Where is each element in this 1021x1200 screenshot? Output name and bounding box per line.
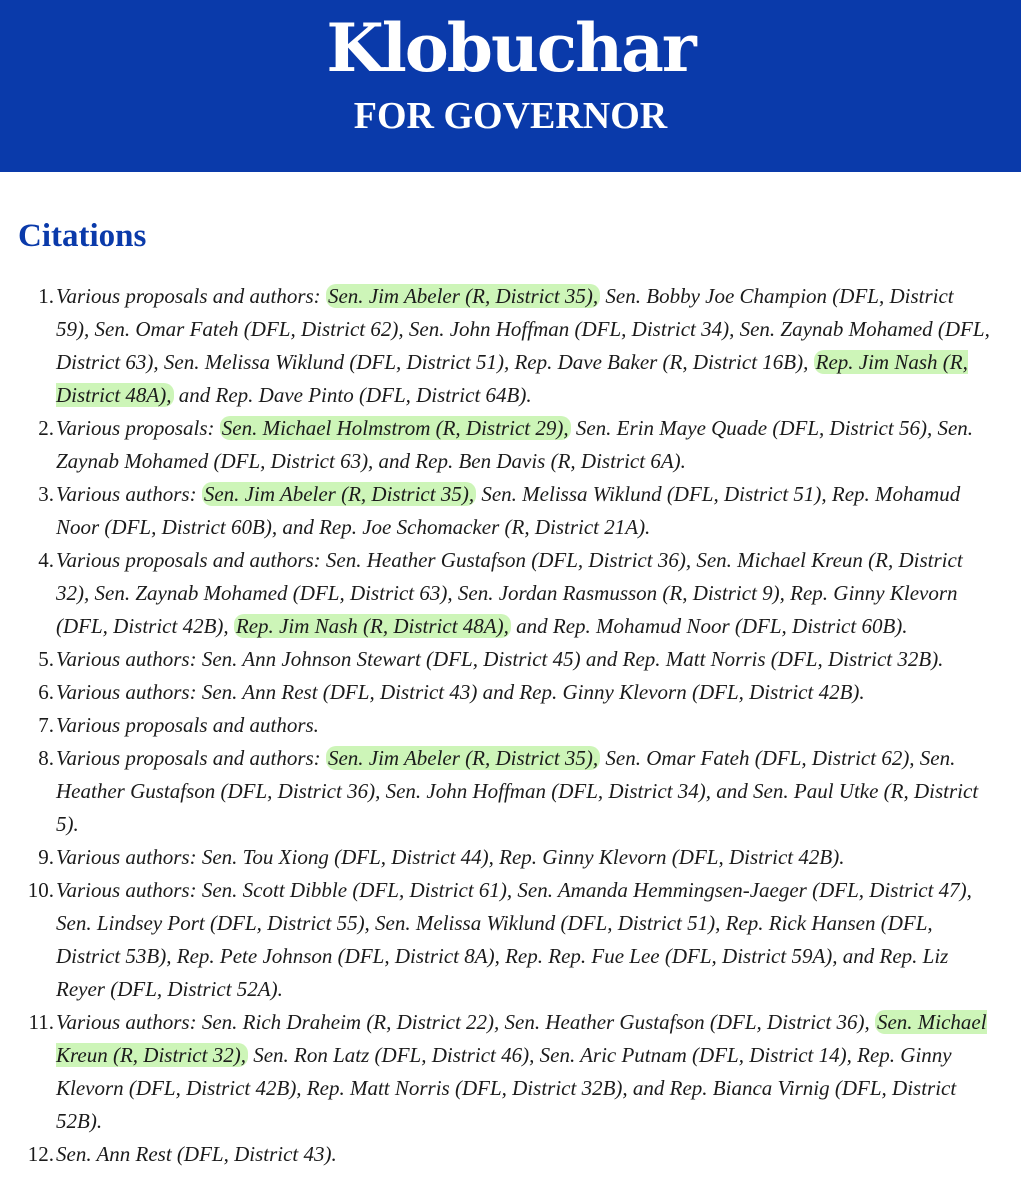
citations-list <box>0 280 1000 1171</box>
citation-item <box>0 280 1000 412</box>
citation-text: Sen. Bobby Joe Champion (DFL, District 59), Sen. Omar Fateh (DFL, District 62), Sen. John Hoffman (DFL, District 34), Sen. Zaynab Mohamed (DFL, District 63), Sen. Melissa Wiklund (DFL, District 51), Rep. Dave Baker (R, District 16B), <box>56 284 990 374</box>
citation-text: Sen. Melissa Wiklund (DFL, District 51), Rep. Mohamud Noor (DFL, District 60B), and Rep. Joe Schomacker (R, District 21A). <box>56 482 961 539</box>
citation-item <box>0 676 1000 709</box>
citation-text: Various proposals and authors: <box>56 746 326 770</box>
highlighted-author: Sen. Michael Holmstrom (R, District 29), <box>221 416 569 440</box>
citation-text: Various authors: Sen. Scott Dibble (DFL, District 61), Sen. Amanda Hemmingsen-Jaeger (DFL, District 47), Sen. Lindsey Port (DFL, District 55), Sen. Melissa Wiklund (DFL, District 51), Rep. Rick Hansen (DFL, District 53B), Rep. Pete Johnson (DFL, District 8A), Rep. Rep. Fue Lee (DFL, District 59A), and Rep. Liz Reyer (DFL, District 52A). <box>56 878 972 1001</box>
citation-item <box>0 478 1000 544</box>
tagline: FOR GOVERNOR <box>353 95 668 137</box>
citation-text: and Rep. Mohamud Noor (DFL, District 60B). <box>510 614 908 638</box>
highlighted-author: Rep. Jim Nash (R, District 48A), <box>56 350 968 407</box>
citation-text: Various proposals and authors: <box>56 284 326 308</box>
citation-item <box>0 544 1000 643</box>
citation-text: Various proposals and authors. <box>56 713 319 737</box>
citation-number: 5. <box>38 647 54 671</box>
citation-number: 10. <box>27 878 54 902</box>
citation-item <box>0 643 1000 676</box>
citation-text: Various proposals: <box>56 416 220 440</box>
citation-number: 9. <box>38 845 54 869</box>
citation-text: Sen. Ann Rest (DFL, District 43). <box>56 1142 337 1166</box>
highlighted-author: Sen. Jim Abeler (R, District 35), <box>203 482 475 506</box>
citation-item <box>0 709 1000 742</box>
brand-logo: Klobuchar <box>326 9 695 87</box>
highlighted-author: Rep. Jim Nash (R, District 48A), <box>235 614 509 638</box>
citation-number: 4. <box>38 548 54 572</box>
citation-item <box>0 841 1000 874</box>
citation-number: 11. <box>28 1010 54 1034</box>
highlighted-author: Sen. Jim Abeler (R, District 35), <box>327 284 599 308</box>
page-title: Citations <box>18 218 147 254</box>
citation-text: Various authors: Sen. Tou Xiong (DFL, District 44), Rep. Ginny Klevorn (DFL, District 42B). <box>56 845 845 869</box>
citation-text: Sen. Ron Latz (DFL, District 46), Sen. Aric Putnam (DFL, District 14), Rep. Ginny Klevorn (DFL, District 42B), Rep. Matt Norris (DFL, District 32B), and Rep. Bianca Virnig (DFL, District 52B). <box>56 1043 957 1133</box>
citation-text: Various authors: <box>56 482 202 506</box>
header-banner <box>0 0 1021 172</box>
citation-item <box>0 742 1000 841</box>
citation-number: 1. <box>38 284 54 308</box>
citation-item <box>0 412 1000 478</box>
citation-number: 7. <box>38 713 54 737</box>
citation-number: 3. <box>38 482 54 506</box>
citation-text: Sen. Erin Maye Quade (DFL, District 56), Sen. Zaynab Mohamed (DFL, District 63), and Rep. Ben Davis (R, District 6A). <box>56 416 974 473</box>
citation-text: Various authors: Sen. Ann Rest (DFL, District 43) and Rep. Ginny Klevorn (DFL, District 42B). <box>56 680 865 704</box>
citation-number: 6. <box>38 680 54 704</box>
citation-text: Various authors: Sen. Rich Draheim (R, District 22), Sen. Heather Gustafson (DFL, District 36), <box>56 1010 875 1034</box>
highlighted-author: Sen. Jim Abeler (R, District 35), <box>327 746 599 770</box>
citation-item <box>0 1138 1000 1171</box>
citation-number: 12. <box>27 1142 54 1166</box>
highlighted-author: Sen. Michael Kreun (R, District 32), <box>56 1010 987 1067</box>
citation-number: 8. <box>38 746 54 770</box>
citation-text: Sen. Omar Fateh (DFL, District 62), Sen. Heather Gustafson (DFL, District 36), Sen. John Hoffman (DFL, District 34), and Sen. Paul Utke (R, District 5). <box>56 746 979 836</box>
citation-item <box>0 1006 1000 1138</box>
citation-text: Various proposals and authors: Sen. Heather Gustafson (DFL, District 36), Sen. Michael Kreun (R, District 32), Sen. Zaynab Mohamed (DFL, District 63), Sen. Jordan Rasmusson (R, District 9), Rep. Ginny Klevorn (DFL, District 42B), <box>56 548 963 638</box>
citation-number: 2. <box>38 416 54 440</box>
citation-text: and Rep. Dave Pinto (DFL, District 64B). <box>173 383 532 407</box>
citation-text: Various authors: Sen. Ann Johnson Stewart (DFL, District 45) and Rep. Matt Norris (DFL, District 32B). <box>56 647 944 671</box>
citation-item <box>0 874 1000 1006</box>
